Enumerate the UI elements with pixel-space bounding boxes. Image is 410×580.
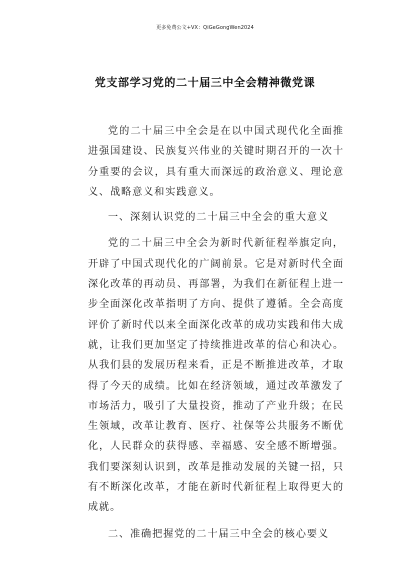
intro-paragraph: 党的二十届三中全会是在以中国式现代化全面推进强国建设、民族复兴伟业的关键时期召开的一次十分重要的会议，具有重大而深远的政治意义、理论意义、战略意义和实践意义。 <box>88 126 344 198</box>
page-title: 党支部学习党的二十届三中全会精神微党课 <box>94 76 316 89</box>
body-paragraph: 党的二十届三中全会为新时代新征程举旗定向，开辟了中国式现代化的广阔前景。它是对新时代全面深化改革的再动员、再部署，为我们在新征程上进一步全面深化改革指明了方向、提供了遵循。全会高度评价了新时代以来全面深化改革的成功实践和伟大成就，让我们更加坚定了持续推进改革的信心和决心。从我们县的发展历程来看，正是不断推进改革，才取得了今天的成绩。比如在经济领域，通过改革激发了市场活力，吸引了大量投资，推动了产业升级；在民生领域，改革让教育、医疗、社保等公共服务不断优化，人民群众的获得感、幸福感、安全感不断增强。我们要深刻认识到，改革是推动发展的关键一招，只有不断深化改革，才能在新时代新征程上取得更大的成就。 <box>88 238 344 514</box>
document-body <box>88 122 344 551</box>
section-heading-2: 二、准确把握党的二十届三中全会的核心要义 <box>108 528 329 540</box>
section-heading-1: 一、深刻认识党的二十届三中全会的重大意义 <box>108 212 329 224</box>
header-note: 更多免费公文+VX：QiGeGongWen2024 <box>156 25 254 31</box>
